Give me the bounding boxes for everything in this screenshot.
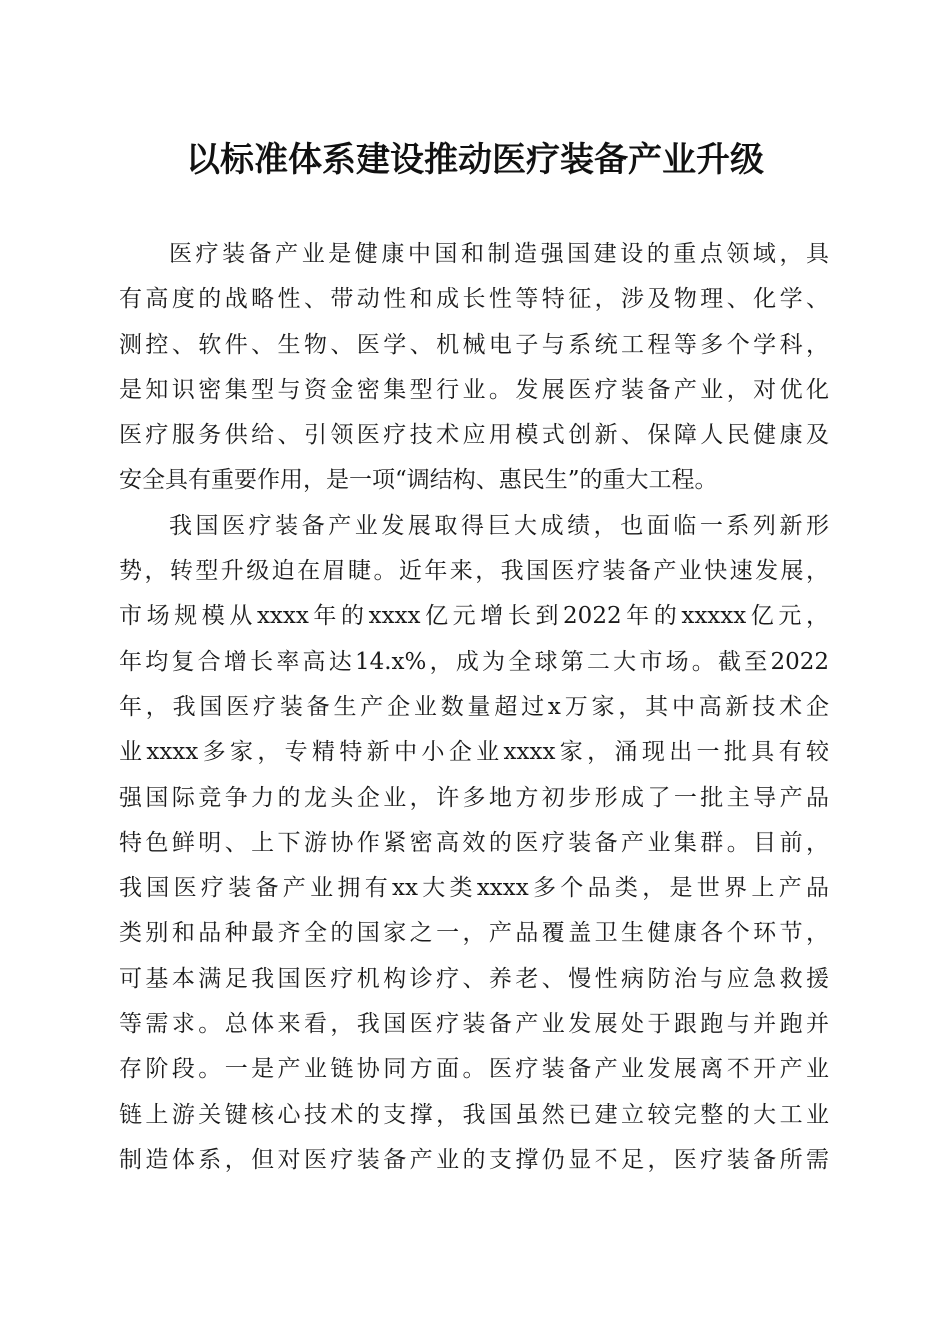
paragraph-line: 安全具有重要作用，是一项“调结构、惠民生”的重大工程。 xyxy=(119,467,718,494)
paragraph-line: 存阶段。一是产业链协同方面。医疗装备产业发展离不开产业 xyxy=(119,1056,829,1083)
paragraph-line: 特色鲜明、上下游协作紧密高效的医疗装备产业集群。目前， xyxy=(119,829,829,856)
document-body xyxy=(119,232,829,1183)
paragraph-line: 测控、软件、生物、医学、机械电子与系统工程等多个学科， xyxy=(119,331,829,358)
paragraph-line: 年均复合增长率高达14.x%，成为全球第二大市场。截至2022 xyxy=(119,648,829,675)
paragraph-1 xyxy=(119,232,829,504)
paragraph-line: 是知识密集型与资金密集型行业。发展医疗装备产业，对优化 xyxy=(119,376,829,403)
paragraph-line: 医疗装备产业是健康中国和制造强国建设的重点领域，具 xyxy=(169,241,829,267)
paragraph-line: 有高度的战略性、带动性和成长性等特征，涉及物理、化学、 xyxy=(119,286,829,313)
paragraph-line: 制造体系，但对医疗装备产业的支撑仍显不足，医疗装备所需 xyxy=(119,1146,829,1173)
document-title: 以标准体系建设推动医疗装备产业升级 xyxy=(186,140,764,180)
paragraph-line: 链上游关键核心技术的支撑，我国虽然已建立较完整的大工业 xyxy=(119,1101,829,1128)
paragraph-line: 势，转型升级迫在眉睫。近年来，我国医疗装备产业快速发展， xyxy=(119,558,829,585)
paragraph-line: 业xxxx多家，专精特新中小企业xxxx家，涌现出一批具有较 xyxy=(119,739,829,766)
paragraph-line: 年，我国医疗装备生产企业数量超过x万家，其中高新技术企 xyxy=(119,693,829,720)
paragraph-line: 市场规模从xxxx年的xxxx亿元增长到2022年的xxxxx亿元， xyxy=(119,603,829,630)
paragraph-line: 类别和品种最齐全的国家之一，产品覆盖卫生健康各个环节， xyxy=(119,920,829,947)
paragraph-line: 强国际竞争力的龙头企业，许多地方初步形成了一批主导产品 xyxy=(119,784,829,811)
paragraph-line: 我国医疗装备产业发展取得巨大成绩，也面临一系列新形 xyxy=(169,512,829,539)
paragraph-line: 等需求。总体来看，我国医疗装备产业发展处于跟跑与并跑并 xyxy=(119,1011,829,1038)
paragraph-line: 我国医疗装备产业拥有xx大类xxxx多个品类，是世界上产品 xyxy=(119,875,829,902)
paragraph-line: 医疗服务供给、引领医疗技术应用模式创新、保障人民健康及 xyxy=(119,422,829,449)
paragraph-2 xyxy=(119,504,829,1183)
paragraph-line: 可基本满足我国医疗机构诊疗、养老、慢性病防治与应急救援 xyxy=(119,965,829,992)
